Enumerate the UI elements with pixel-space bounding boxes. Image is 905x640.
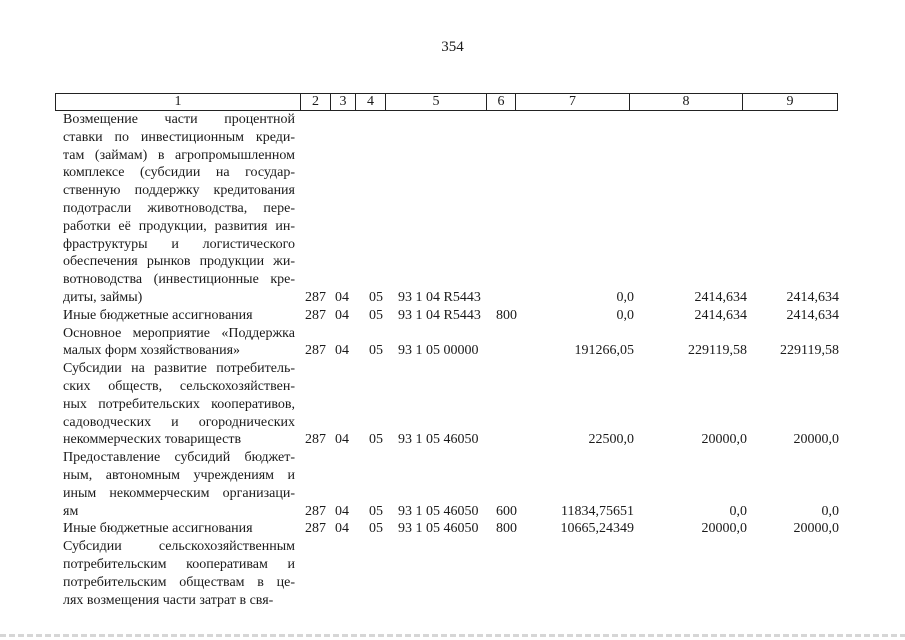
amount-col-8: 0,0 — [729, 503, 747, 519]
description-line: комплексе (субсидии на государ- — [63, 165, 295, 181]
description-line: Основное мероприятие «Поддержка — [63, 325, 295, 341]
subsection-code: 05 — [369, 290, 383, 305]
table-row — [0, 520, 905, 538]
amount-col-7: 191266,05 — [574, 343, 634, 359]
amount-col-8: 20000,0 — [701, 521, 747, 537]
target-article-code: 93 1 05 46050 — [398, 432, 479, 448]
amount-col-7: 0,0 — [616, 290, 634, 305]
table-row — [0, 307, 905, 325]
description-line: фраструктуры и логистического — [63, 236, 295, 252]
amount-col-9: 0,0 — [821, 503, 839, 519]
expense-type-code: 800 — [496, 307, 517, 323]
description-line: садоводческих и огороднических — [63, 414, 295, 430]
description-line: подотрасли животноводства, пере- — [63, 200, 295, 216]
amount-col-9: 2414,634 — [786, 290, 839, 305]
description-line: Возмещение части процентной — [63, 112, 295, 127]
description-line: диты, займы) — [63, 289, 143, 305]
header-col-6: 6 — [487, 94, 516, 110]
description-line: лях возмещения части затрат в свя- — [63, 592, 274, 608]
amount-col-8: 20000,0 — [701, 432, 747, 448]
header-col-9: 9 — [786, 94, 794, 109]
description-line: вотноводства (инвестиционные кре- — [63, 272, 295, 288]
description-line: ставки по инвестиционным креди- — [63, 129, 295, 145]
amount-col-8: 2414,634 — [694, 290, 747, 305]
subsection-code: 05 — [369, 521, 383, 537]
amount-col-7: 11834,75651 — [561, 503, 634, 519]
description-line: ских обществ, сельскохозяйствен- — [63, 378, 295, 394]
subsection-code: 05 — [369, 307, 383, 323]
ministry-code: 287 — [305, 307, 326, 323]
subsection-code: 05 — [369, 343, 383, 359]
amount-col-9: 20000,0 — [793, 521, 839, 537]
description-line: ям — [63, 503, 79, 519]
amount-col-7: 10665,24349 — [560, 521, 634, 537]
description-line: ным, автономным учреждениям и — [63, 467, 295, 483]
table-row — [0, 360, 905, 449]
amount-col-9: 2414,634 — [786, 307, 839, 323]
description-line: там (займам) в агропромышленном — [63, 147, 295, 163]
row-description — [63, 307, 295, 325]
description-line: ственную поддержку кредитования — [63, 183, 295, 199]
ministry-code: 287 — [305, 503, 326, 519]
table-row — [0, 325, 905, 361]
amount-col-9: 20000,0 — [793, 432, 839, 448]
header-col-7: 7 — [516, 94, 630, 110]
header-col-2: 2 — [301, 94, 331, 110]
description-line: Субсидии сельскохозяйственным — [63, 539, 295, 555]
ministry-code: 287 — [305, 521, 326, 537]
amount-col-8: 229119,58 — [688, 343, 747, 359]
description-line: потребительским кооперативам и — [63, 556, 295, 572]
description-line: некоммерческих товариществ — [63, 432, 242, 448]
target-article-code: 93 1 05 46050 — [398, 521, 479, 537]
header-col-4: 4 — [356, 94, 386, 110]
description-line: иным некоммерческим организаци- — [63, 485, 295, 501]
subsection-code: 05 — [369, 503, 383, 519]
description-line: потребительским обществам в це- — [63, 574, 295, 590]
description-line: Субсидии на развитие потребитель- — [63, 361, 295, 377]
table-row — [0, 111, 905, 307]
row-description — [63, 538, 295, 609]
target-article-code: 93 1 05 46050 — [398, 503, 479, 519]
row-description — [63, 360, 295, 449]
section-code: 04 — [335, 307, 349, 323]
table-row — [0, 538, 905, 609]
page-number: 354 — [441, 39, 464, 55]
target-article-code: 93 1 04 R5443 — [398, 290, 481, 305]
scan-artifact — [0, 634, 905, 637]
header-col-5: 5 — [386, 94, 487, 110]
section-code: 04 — [335, 343, 349, 359]
header-col-8: 8 — [630, 94, 743, 110]
header-col-3: 3 — [331, 94, 356, 110]
ministry-code: 287 — [305, 432, 326, 448]
amount-col-7: 22500,0 — [588, 432, 634, 448]
header-col-1: 1 — [56, 94, 301, 110]
row-description — [63, 111, 295, 307]
row-description — [63, 325, 295, 361]
table-row — [0, 449, 905, 520]
description-line: обеспечения рынков продукции жи- — [63, 254, 295, 270]
section-code: 04 — [335, 432, 349, 448]
ministry-code: 287 — [305, 290, 326, 305]
description-line: Иные бюджетные ассигнования — [63, 307, 253, 323]
target-article-code: 93 1 05 00000 — [398, 343, 479, 359]
row-description — [63, 449, 295, 520]
section-code: 04 — [335, 521, 349, 537]
section-code: 04 — [335, 290, 349, 305]
description-line: Иные бюджетные ассигнования — [63, 521, 253, 537]
expense-type-code: 800 — [496, 521, 517, 537]
ministry-code: 287 — [305, 343, 326, 359]
section-code: 04 — [335, 503, 349, 519]
amount-col-8: 2414,634 — [694, 307, 747, 323]
row-description — [63, 520, 295, 538]
description-line: Предоставление субсидий бюджет- — [63, 450, 295, 466]
amount-col-7: 0,0 — [616, 307, 634, 323]
description-line: малых форм хозяйствования» — [63, 343, 241, 359]
target-article-code: 93 1 04 R5443 — [398, 307, 481, 323]
amount-col-9: 229119,58 — [780, 343, 839, 359]
table-header — [55, 93, 838, 111]
description-line: работки её продукции, развития ин- — [63, 218, 295, 234]
subsection-code: 05 — [369, 432, 383, 448]
description-line: ных потребительских кооперативов, — [63, 396, 295, 412]
expense-type-code: 600 — [496, 503, 517, 519]
